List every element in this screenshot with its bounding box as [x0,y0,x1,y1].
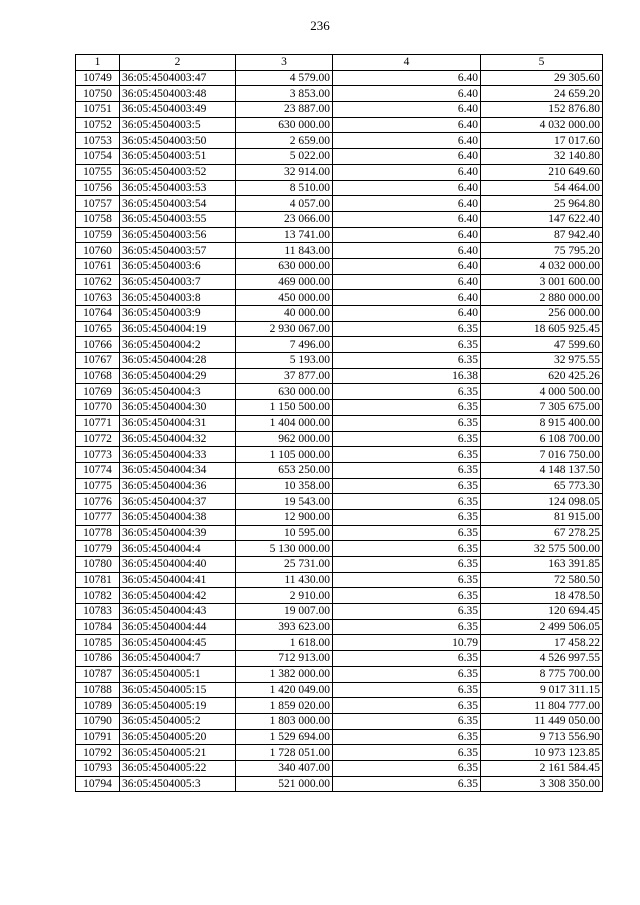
row-number-cell: 10767 [76,353,120,369]
value-cell: 11 843.00 [236,243,333,259]
data-table [75,54,603,792]
row-number-cell: 10750 [76,86,120,102]
total-cell: 120 694.45 [481,604,603,620]
rate-cell: 6.40 [333,70,481,86]
value-cell: 12 900.00 [236,509,333,525]
row-number-cell: 10775 [76,478,120,494]
rate-cell: 6.35 [333,462,481,478]
cadastral-number-cell: 36:05:4504003:6 [120,258,236,274]
rate-cell: 6.35 [333,337,481,353]
table-row [76,102,603,118]
row-number-cell: 10789 [76,698,120,714]
row-number-cell: 10783 [76,604,120,620]
table-row [76,196,603,212]
table-row [76,713,603,729]
value-cell: 5 022.00 [236,149,333,165]
total-cell: 210 649.60 [481,164,603,180]
value-cell: 23 887.00 [236,102,333,118]
row-number-cell: 10784 [76,619,120,635]
value-cell: 4 579.00 [236,70,333,86]
table-row [76,745,603,761]
total-cell: 17 017.60 [481,133,603,149]
cadastral-number-cell: 36:05:4504004:38 [120,509,236,525]
column-header-3: 3 [236,55,333,71]
value-cell: 521 000.00 [236,776,333,792]
table-row [76,604,603,620]
row-number-cell: 10788 [76,682,120,698]
table-row [76,290,603,306]
cadastral-number-cell: 36:05:4504004:39 [120,525,236,541]
row-number-cell: 10751 [76,102,120,118]
total-cell: 11 804 777.00 [481,698,603,714]
row-number-cell: 10752 [76,117,120,133]
row-number-cell: 10778 [76,525,120,541]
table-row [76,509,603,525]
value-cell: 1 529 694.00 [236,729,333,745]
table-row [76,117,603,133]
total-cell: 147 622.40 [481,211,603,227]
table-row [76,729,603,745]
value-cell: 11 430.00 [236,572,333,588]
rate-cell: 16.38 [333,368,481,384]
value-cell: 2 659.00 [236,133,333,149]
value-cell: 19 007.00 [236,604,333,620]
cadastral-number-cell: 36:05:4504003:53 [120,180,236,196]
cadastral-number-cell: 36:05:4504005:3 [120,776,236,792]
cadastral-number-cell: 36:05:4504005:21 [120,745,236,761]
rate-cell: 6.35 [333,431,481,447]
cadastral-number-cell: 36:05:4504004:40 [120,557,236,573]
value-cell: 1 404 000.00 [236,415,333,431]
value-cell: 25 731.00 [236,557,333,573]
row-number-cell: 10757 [76,196,120,212]
total-cell: 54 464.00 [481,180,603,196]
cadastral-number-cell: 36:05:4504003:9 [120,306,236,322]
cadastral-number-cell: 36:05:4504004:43 [120,604,236,620]
table-row [76,400,603,416]
rate-cell: 6.40 [333,86,481,102]
row-number-cell: 10787 [76,666,120,682]
table-row [76,776,603,792]
row-number-cell: 10759 [76,227,120,243]
total-cell: 65 773.30 [481,478,603,494]
row-number-cell: 10779 [76,541,120,557]
cadastral-number-cell: 36:05:4504004:33 [120,447,236,463]
total-cell: 32 975.55 [481,353,603,369]
value-cell: 1 803 000.00 [236,713,333,729]
total-cell: 3 001 600.00 [481,274,603,290]
value-cell: 450 000.00 [236,290,333,306]
cadastral-number-cell: 36:05:4504003:57 [120,243,236,259]
value-cell: 1 382 000.00 [236,666,333,682]
value-cell: 40 000.00 [236,306,333,322]
cadastral-number-cell: 36:05:4504004:45 [120,635,236,651]
rate-cell: 6.40 [333,133,481,149]
total-cell: 24 659.20 [481,86,603,102]
rate-cell: 6.40 [333,102,481,118]
cadastral-number-cell: 36:05:4504004:3 [120,384,236,400]
cadastral-number-cell: 36:05:4504003:54 [120,196,236,212]
table-row [76,557,603,573]
value-cell: 8 510.00 [236,180,333,196]
rate-cell: 6.35 [333,666,481,682]
cadastral-number-cell: 36:05:4504003:55 [120,211,236,227]
cadastral-number-cell: 36:05:4504003:7 [120,274,236,290]
value-cell: 340 407.00 [236,760,333,776]
row-number-cell: 10776 [76,494,120,510]
total-cell: 4 032 000.00 [481,117,603,133]
table-row [76,462,603,478]
table-row [76,274,603,290]
cadastral-number-cell: 36:05:4504004:36 [120,478,236,494]
rate-cell: 6.40 [333,306,481,322]
rate-cell: 6.35 [333,729,481,745]
rate-cell: 6.40 [333,196,481,212]
rate-cell: 6.35 [333,557,481,573]
total-cell: 2 880 000.00 [481,290,603,306]
total-cell: 4 148 137.50 [481,462,603,478]
rate-cell: 6.40 [333,117,481,133]
value-cell: 3 853.00 [236,86,333,102]
value-cell: 5 130 000.00 [236,541,333,557]
rate-cell: 6.40 [333,274,481,290]
value-cell: 630 000.00 [236,384,333,400]
row-number-cell: 10774 [76,462,120,478]
total-cell: 8 915 400.00 [481,415,603,431]
cadastral-number-cell: 36:05:4504004:31 [120,415,236,431]
cadastral-number-cell: 36:05:4504003:8 [120,290,236,306]
row-number-cell: 10785 [76,635,120,651]
table-row [76,368,603,384]
total-cell: 4 000 500.00 [481,384,603,400]
cadastral-number-cell: 36:05:4504004:37 [120,494,236,510]
total-cell: 256 000.00 [481,306,603,322]
table-row [76,415,603,431]
table-row [76,588,603,604]
value-cell: 1 150 500.00 [236,400,333,416]
total-cell: 163 391.85 [481,557,603,573]
total-cell: 9 713 556.90 [481,729,603,745]
row-number-cell: 10749 [76,70,120,86]
total-cell: 87 942.40 [481,227,603,243]
total-cell: 81 915.00 [481,509,603,525]
value-cell: 962 000.00 [236,431,333,447]
table-row [76,306,603,322]
row-number-cell: 10786 [76,651,120,667]
value-cell: 1 728 051.00 [236,745,333,761]
rate-cell: 10.79 [333,635,481,651]
cadastral-number-cell: 36:05:4504003:50 [120,133,236,149]
value-cell: 630 000.00 [236,258,333,274]
row-number-cell: 10794 [76,776,120,792]
value-cell: 1 420 049.00 [236,682,333,698]
total-cell: 6 108 700.00 [481,431,603,447]
row-number-cell: 10764 [76,306,120,322]
cadastral-number-cell: 36:05:4504003:48 [120,86,236,102]
total-cell: 2 499 506.05 [481,619,603,635]
table-row [76,666,603,682]
value-cell: 19 543.00 [236,494,333,510]
row-number-cell: 10766 [76,337,120,353]
cadastral-number-cell: 36:05:4504004:30 [120,400,236,416]
rate-cell: 6.35 [333,713,481,729]
rate-cell: 6.40 [333,149,481,165]
table-row [76,635,603,651]
rate-cell: 6.40 [333,227,481,243]
rate-cell: 6.35 [333,760,481,776]
table-row [76,682,603,698]
cadastral-number-cell: 36:05:4504005:2 [120,713,236,729]
cadastral-number-cell: 36:05:4504004:7 [120,651,236,667]
value-cell: 10 358.00 [236,478,333,494]
cadastral-number-cell: 36:05:4504005:15 [120,682,236,698]
cadastral-number-cell: 36:05:4504004:41 [120,572,236,588]
cadastral-number-cell: 36:05:4504005:20 [120,729,236,745]
table-row [76,133,603,149]
cadastral-number-cell: 36:05:4504004:32 [120,431,236,447]
rate-cell: 6.40 [333,180,481,196]
row-number-cell: 10762 [76,274,120,290]
column-header-5: 5 [481,55,603,71]
row-number-cell: 10756 [76,180,120,196]
value-cell: 4 057.00 [236,196,333,212]
table-row [76,86,603,102]
table-row [76,321,603,337]
rate-cell: 6.35 [333,384,481,400]
total-cell: 124 098.05 [481,494,603,510]
table-body [76,70,603,792]
total-cell: 18 605 925.45 [481,321,603,337]
cadastral-number-cell: 36:05:4504004:2 [120,337,236,353]
row-number-cell: 10773 [76,447,120,463]
total-cell: 32 575 500.00 [481,541,603,557]
value-cell: 712 913.00 [236,651,333,667]
rate-cell: 6.40 [333,258,481,274]
total-cell: 4 032 000.00 [481,258,603,274]
row-number-cell: 10755 [76,164,120,180]
table-row [76,447,603,463]
header-row [76,55,603,71]
row-number-cell: 10781 [76,572,120,588]
cadastral-number-cell: 36:05:4504003:56 [120,227,236,243]
value-cell: 32 914.00 [236,164,333,180]
rate-cell: 6.35 [333,698,481,714]
cadastral-number-cell: 36:05:4504004:34 [120,462,236,478]
value-cell: 1 618.00 [236,635,333,651]
table-row [76,651,603,667]
rate-cell: 6.35 [333,447,481,463]
row-number-cell: 10791 [76,729,120,745]
row-number-cell: 10761 [76,258,120,274]
column-header-4: 4 [333,55,481,71]
rate-cell: 6.40 [333,243,481,259]
table-row [76,243,603,259]
cadastral-number-cell: 36:05:4504004:42 [120,588,236,604]
rate-cell: 6.35 [333,415,481,431]
rate-cell: 6.40 [333,290,481,306]
rate-cell: 6.35 [333,478,481,494]
cadastral-number-cell: 36:05:4504005:19 [120,698,236,714]
cadastral-number-cell: 36:05:4504003:52 [120,164,236,180]
rate-cell: 6.35 [333,604,481,620]
value-cell: 23 066.00 [236,211,333,227]
row-number-cell: 10763 [76,290,120,306]
cadastral-number-cell: 36:05:4504004:19 [120,321,236,337]
total-cell: 10 973 123.85 [481,745,603,761]
row-number-cell: 10793 [76,760,120,776]
row-number-cell: 10760 [76,243,120,259]
table-row [76,227,603,243]
row-number-cell: 10758 [76,211,120,227]
value-cell: 1 859 020.00 [236,698,333,714]
total-cell: 17 458.22 [481,635,603,651]
total-cell: 25 964.80 [481,196,603,212]
table-row [76,525,603,541]
table-row [76,760,603,776]
cadastral-number-cell: 36:05:4504004:4 [120,541,236,557]
rate-cell: 6.35 [333,494,481,510]
table-row [76,494,603,510]
total-cell: 7 305 675.00 [481,400,603,416]
value-cell: 10 595.00 [236,525,333,541]
value-cell: 2 930 067.00 [236,321,333,337]
row-number-cell: 10754 [76,149,120,165]
total-cell: 7 016 750.00 [481,447,603,463]
column-header-1: 1 [76,55,120,71]
rate-cell: 6.35 [333,509,481,525]
value-cell: 13 741.00 [236,227,333,243]
rate-cell: 6.35 [333,651,481,667]
total-cell: 3 308 350.00 [481,776,603,792]
value-cell: 469 000.00 [236,274,333,290]
row-number-cell: 10771 [76,415,120,431]
table-row [76,70,603,86]
row-number-cell: 10790 [76,713,120,729]
rate-cell: 6.35 [333,541,481,557]
row-number-cell: 10782 [76,588,120,604]
row-number-cell: 10772 [76,431,120,447]
cadastral-number-cell: 36:05:4504003:49 [120,102,236,118]
cadastral-number-cell: 36:05:4504004:28 [120,353,236,369]
rate-cell: 6.35 [333,353,481,369]
cadastral-number-cell: 36:05:4504004:29 [120,368,236,384]
table-row [76,384,603,400]
table-row [76,353,603,369]
value-cell: 393 623.00 [236,619,333,635]
total-cell: 18 478.50 [481,588,603,604]
table-row [76,164,603,180]
rate-cell: 6.35 [333,400,481,416]
total-cell: 47 599.60 [481,337,603,353]
total-cell: 72 580.50 [481,572,603,588]
value-cell: 7 496.00 [236,337,333,353]
total-cell: 11 449 050.00 [481,713,603,729]
total-cell: 620 425.26 [481,368,603,384]
value-cell: 630 000.00 [236,117,333,133]
value-cell: 653 250.00 [236,462,333,478]
row-number-cell: 10753 [76,133,120,149]
total-cell: 4 526 997.55 [481,651,603,667]
total-cell: 29 305.60 [481,70,603,86]
total-cell: 8 775 700.00 [481,666,603,682]
rate-cell: 6.35 [333,776,481,792]
cadastral-number-cell: 36:05:4504005:22 [120,760,236,776]
rate-cell: 6.40 [333,164,481,180]
table-row [76,619,603,635]
value-cell: 2 910.00 [236,588,333,604]
rate-cell: 6.35 [333,525,481,541]
table-row [76,337,603,353]
row-number-cell: 10780 [76,557,120,573]
table-row [76,431,603,447]
rate-cell: 6.35 [333,572,481,588]
value-cell: 5 193.00 [236,353,333,369]
cadastral-number-cell: 36:05:4504003:47 [120,70,236,86]
total-cell: 2 161 584.45 [481,760,603,776]
row-number-cell: 10769 [76,384,120,400]
table-row [76,149,603,165]
table-row [76,541,603,557]
rate-cell: 6.35 [333,619,481,635]
row-number-cell: 10770 [76,400,120,416]
total-cell: 32 140.80 [481,149,603,165]
cadastral-number-cell: 36:05:4504003:51 [120,149,236,165]
cadastral-number-cell: 36:05:4504005:1 [120,666,236,682]
rate-cell: 6.35 [333,321,481,337]
row-number-cell: 10792 [76,745,120,761]
total-cell: 9 017 311.15 [481,682,603,698]
total-cell: 67 278.25 [481,525,603,541]
total-cell: 152 876.80 [481,102,603,118]
value-cell: 37 877.00 [236,368,333,384]
value-cell: 1 105 000.00 [236,447,333,463]
row-number-cell: 10768 [76,368,120,384]
table-row [76,478,603,494]
cadastral-number-cell: 36:05:4504003:5 [120,117,236,133]
row-number-cell: 10765 [76,321,120,337]
total-cell: 75 795.20 [481,243,603,259]
table-row [76,572,603,588]
rate-cell: 6.40 [333,211,481,227]
row-number-cell: 10777 [76,509,120,525]
cadastral-number-cell: 36:05:4504004:44 [120,619,236,635]
rate-cell: 6.35 [333,588,481,604]
table-row [76,180,603,196]
rate-cell: 6.35 [333,682,481,698]
table-row [76,698,603,714]
table-row [76,258,603,274]
rate-cell: 6.35 [333,745,481,761]
page-number: 236 [310,18,330,33]
column-header-2: 2 [120,55,236,71]
table-row [76,211,603,227]
